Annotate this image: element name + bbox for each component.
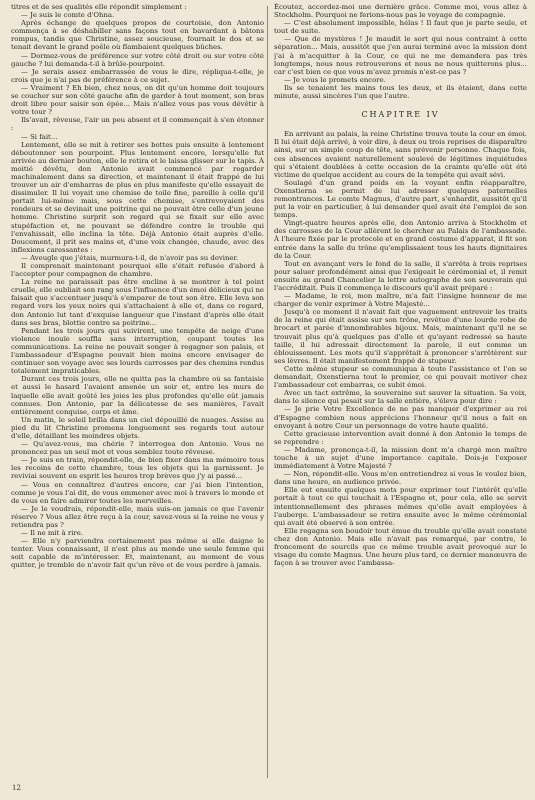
paragraph: — Qu'avez-vous, ma chérie ? interrogea don Antonio. Vous ne prononcez pas un seul mot et vous semblez toute rêveuse. (11, 440, 264, 457)
paragraph: — Je suis le comte d'Ohna. (21, 11, 115, 20)
paragraph: Soulagé d'un grand poids en la voyant enfin réapparaître, Oxenstierna se permit de lui adresser quelques paternelles remontrances. Le comte Magnus, d'autre part, s'enhardit, aussitôt qu'il put la voir en particulier, à lui demander quel avait été l'emploi de son temps. (274, 178, 527, 220)
paragraph: Lentement, elle se mit à retirer ses bottes puis ensuite à lentement déboutonner son pourpoint. Plus lentement encore, lorsqu'elle fut arrivée au dernier bouton, elle le retira et le laissa glisser sur le tapis. À moitié dévêtu, don Antonio avait commencé par regarder machinalement dans sa direction, et maintenant il était frappé de lui trouver un air d'embarras de plus en plus manifeste qu'elle essayait de dissimuler. Il lui voyait une chemise de toile fine, pareille à celle qu'il portait lui-même mais, sous cette chemise, s'entrevoyaient des rondeurs et se devinait une poitrine qui ne pouvait être celle d'un jeune homme. Christine surprit son regard qui se fixait sur elle avec stupéfaction et, ne pouvant se défendre contre le trouble qui l'envahissait, elle inclina la tête. Déjà Antonio était auprès d'elle. Doucement, il prit ses mains et, d'une voix changée, chaude, avec des inflexions caressantes : (11, 140, 264, 254)
paragraph: Durant ces trois jours, elle ne quitta pas la chambre où sa fantaisie et aussi le hasard l'avaient amenée un soir et, entre les murs de laquelle elle avait goûté les joies les plus profondes qu'elle eût jamais connues. Don Antonio, par la délicatesse de ses manières, l'avait entièrement conquise, corps et âme. (11, 375, 264, 416)
paragraph: — Dormez-vous de préférence sur votre côté droit ou sur votre côté gauche ? lui demanda-t-il à brûle-pourpoint. (11, 51, 264, 68)
paragraph: — Je vous le promets encore. (284, 75, 386, 84)
paragraph: Il comprenait maintenant pourquoi elle s'était refusée d'abord à l'accepter pour compagnon de chambre. (11, 262, 264, 279)
paragraph: La reine ne paraissait pas être encline à se montrer à tel point cruelle, elle oubliait son rang sous l'influence d'un émoi délicieux qui ne faisait que s'accentuer jusqu'à s'emparer de tout son être. Elle leva son regard vers les yeux noirs qui s'attachaient à elle et, dans ce regard, don Antonio lut tant d'exquise langueur que l'instant d'après elle était dans ses bras, blottie contre sa poitrine... (11, 278, 264, 327)
paragraph: — Vraiment ? Eh bien, chez nous, on dit qu'un homme doit toujours se coucher sur son côté gauche afin de garder à tout moment, son bras droit libre pour saisir son épée... Mais n'allez vous pas vous dévêtir à votre tour ? (11, 83, 264, 117)
page-number: 12 (12, 784, 21, 792)
paragraph: Écoutez, accordez-moi une dernière grâce. Comme moi, vous allez à Stockholm. Pourquoi ne ferions-nous pas le voyage de compagnie. (274, 3, 527, 20)
paragraph: — Vous en connaîtrez d'autres encore, car j'ai bien l'intention, comme je vous l'ai dit, de vous emmener avec moi à travers le monde et de vous en faire admirer toutes les merveilles. (11, 480, 264, 505)
paragraph: — Il ne mit à rire. (21, 529, 83, 538)
paragraph: titres et de ses qualités elle répondit simplement : (11, 3, 187, 11)
paragraph: — Madame, prononça-t-il, la mission dont m'a chargé mon maître touche à un sujet d'une importance capitale. Dois-je l'exposer immédiatement à Votre Majesté ? (274, 445, 527, 471)
paragraph: Un matin, le soleil brilla dans un ciel dépouillé de nuages. Assise au pied du lit Christine promena longuement ses regards tout autour d'elle, détaillant les moindres objets. (11, 415, 264, 440)
paragraph: Tout en avançant vers le fond de la salle, il s'arrêta à trois reprises pour saluer profondément ainsi que l'exigeait le cérémonial et, il remit ensuite au grand Chancelier la lettre autographe de son souverain qui l'accréditait. Puis il commença le discours qu'il avait préparé : (274, 259, 527, 292)
paragraph: En arrivant au palais, la reine Christine trouva toute la cour en émoi. Il lui était déjà arrivé, à voir dire, à deux ou trois reprises de disparaître ainsi, sur un simple coup de tête, sans prévenir personne. Chaque fois, ces absences avaient naturellement soulevé de légitimes inquiétudes qui s'étaient doublées à cette occasion de la crainte qu'elle eût été victime de quelque accident au cours de la tempête qui avait sévi. (274, 130, 527, 179)
paragraph: Vingt-quatre heures après elle, don Antonio arriva à Stockholm et des carrosses de la Cour allèrent le chercher au Palais de l'ambassade. À l'heure fixée par le protocole et en grand costume d'apparat, il fit son entrée dans la salle du trône qu'emplissaient tous les hauts dignitaires de la Cour. (274, 219, 527, 260)
paragraph: Cette gracieuse intervention avait donné à don Antonio le temps de se reprendre : (274, 429, 527, 446)
paragraph: — Que de mystères ! Je maudit le sort qui nous contraint à cette séparation... Mais, aussitôt que j'en aurai terminé avec la mission dont j'ai à m'acquitter à la Cour, ce qui ne me demandera pas très longtemps, nous nous retrouverons et nous ne nous quitterons plus... car c'est bien ce que vous m'avez promis n'est-ce pas ? (274, 35, 527, 76)
paragraph: — Elle n'y parviendra certainement pas même si elle daigne le tenter. Vous connaissant, il n'est plus au monde une seule femme qui soit capable de m'intéresser. Et, maintenant, au moment de vous quitter, je tremble de n'avoir fait qu'un rêve et de vous perdre à jamais. (11, 537, 264, 570)
paragraph: Ils se tenaient les mains tous les deux, et ils étaient, dans cette minute, aussi sincères l'un que l'autre. (274, 83, 527, 101)
paragraph: — Je prie Votre Excellence de ne pas manquer d'exprimer au roi d'Espagne combien nous apprécions l'honneur qu'il nous a fait en envoyant à notre Cour un personnage de votre haute qualité. (274, 405, 527, 430)
column-divider (267, 6, 268, 778)
paragraph: — C'est absolument impossible, hélas ! Il faut que je parte seule, et tout de suite. (274, 19, 527, 36)
paragraph: — Madame, le roi, mon maître, m'a fait l'insigne honneur de me charger de venir exprimer à Votre Majesté... (274, 292, 527, 309)
chapter-heading: CHAPITRE IV (361, 110, 440, 120)
paragraph: Elle regagna son boudoir tout émue du trouble qu'elle avait constaté chez don Antonio. Mais elle n'avait pas remarqué, par contre, le froncement de sourcils que ce même trouble avait provoqué sur le visage du comte Magnus. Une heure plus tard, ce dernier manœuvra de façon à se trouver avec l'ambassa- (274, 526, 527, 568)
paragraph: Pendant les trois jours qui suivirent, une tempête de neige d'une violence inouïe souffla sans interruption, coupant toutes les communications. La reine ne pouvait songer à regagner son palais, et l'ambassadeur d'Espagne pouvait bien moins encore envisager de continuer son voyage avec ses lourds carrosses par des chemins rendus totalement impraticables. (11, 326, 264, 376)
paragraph: Après échange de quelques propos de courtoisie, don Antonio commença à se déshabiller sans façons tout en bavardant à bâtons rompus, tandis que Christine, assez soucieuse, fournait le dos et se tenait devant le grand poêle où flambaient quelques bûches. (11, 19, 264, 52)
paragraph: Ils'avait, rêveuse, l'air un peu absent et il commençait à s'en étonner : (11, 116, 264, 133)
paragraph: — Non, répondit-elle. Vous m'en entretiendrez si vous le voulez bien, dans une heure, en audience privée. (274, 470, 527, 487)
paragraph: — Aveugle que j'étais, murmura-t-il, de n'avoir pas su deviner. (21, 253, 239, 262)
paragraph: Avec un tact extrême, la souveraine sut sauver la situation. Sa voix, dans le silence qui pesait sur la salle entière, s'éleva pour dire : (274, 389, 527, 406)
right-column (274, 3, 527, 783)
paragraph: Jusqu'à ce moment il n'avait fait que vaguement entrevoir les traits de la reine qui était assise sur son trône, revêtue d'une lourde robe de brocart et parée d'innombrables bijoux. Mais, maintenant qu'il ne se trouvait plus qu'à quelques pas d'elle et qu'ayant redressé sa haute taille, il lui adressait directement la parole, il eut comme un éblouissement. Les mots qu'il s'apprêtait à prononcer s'arrêtèrent sur ses lèvres. Il était manifestement frappé de stupeur. (274, 308, 527, 365)
paragraph: — Si fait... (21, 132, 58, 141)
paragraph: Elle eut ensuite quelques mots pour exprimer tout l'intérêt qu'elle portait à tout ce qui touchait à l'Espagne et, pour cela, elle se servit intentionnellement des phrases mêmes qu'elle avait employées à l'auberge. L'ambassadeur se retira ensuite avec le même cérémonial qui avait été observé à son entrée. (274, 486, 527, 527)
paragraph: Cette même stupeur se communiqua à toute l'assistance et l'on se demandait, Oxenstierna tout le premier, ce qui pouvait motiver chez l'ambassadeur cet embarras, ce subit émoi. (274, 364, 527, 390)
paragraph: — Je serais assez embarrassée de vous le dire, répliqua-t-elle, je crois que je n'ai pas de préférence à ce sujet. (11, 67, 264, 84)
paragraph: — Je le voudrais, répondit-elle, mais suis-on jamais ce que l'avenir réserve ? Vous allez être reçu à la cour, savez-vous si la reine ne vous y retiendra pas ? (11, 504, 264, 529)
paragraph: — Je suis en train, répondit-elle, de bien fixer dans ma mémoire tous les recoins de cette chambre, tous les objets qui la garnissent. Je reviviai souvent en esprit les heures trop brèves que j'y ai passé... (11, 456, 264, 481)
left-column (11, 3, 264, 783)
